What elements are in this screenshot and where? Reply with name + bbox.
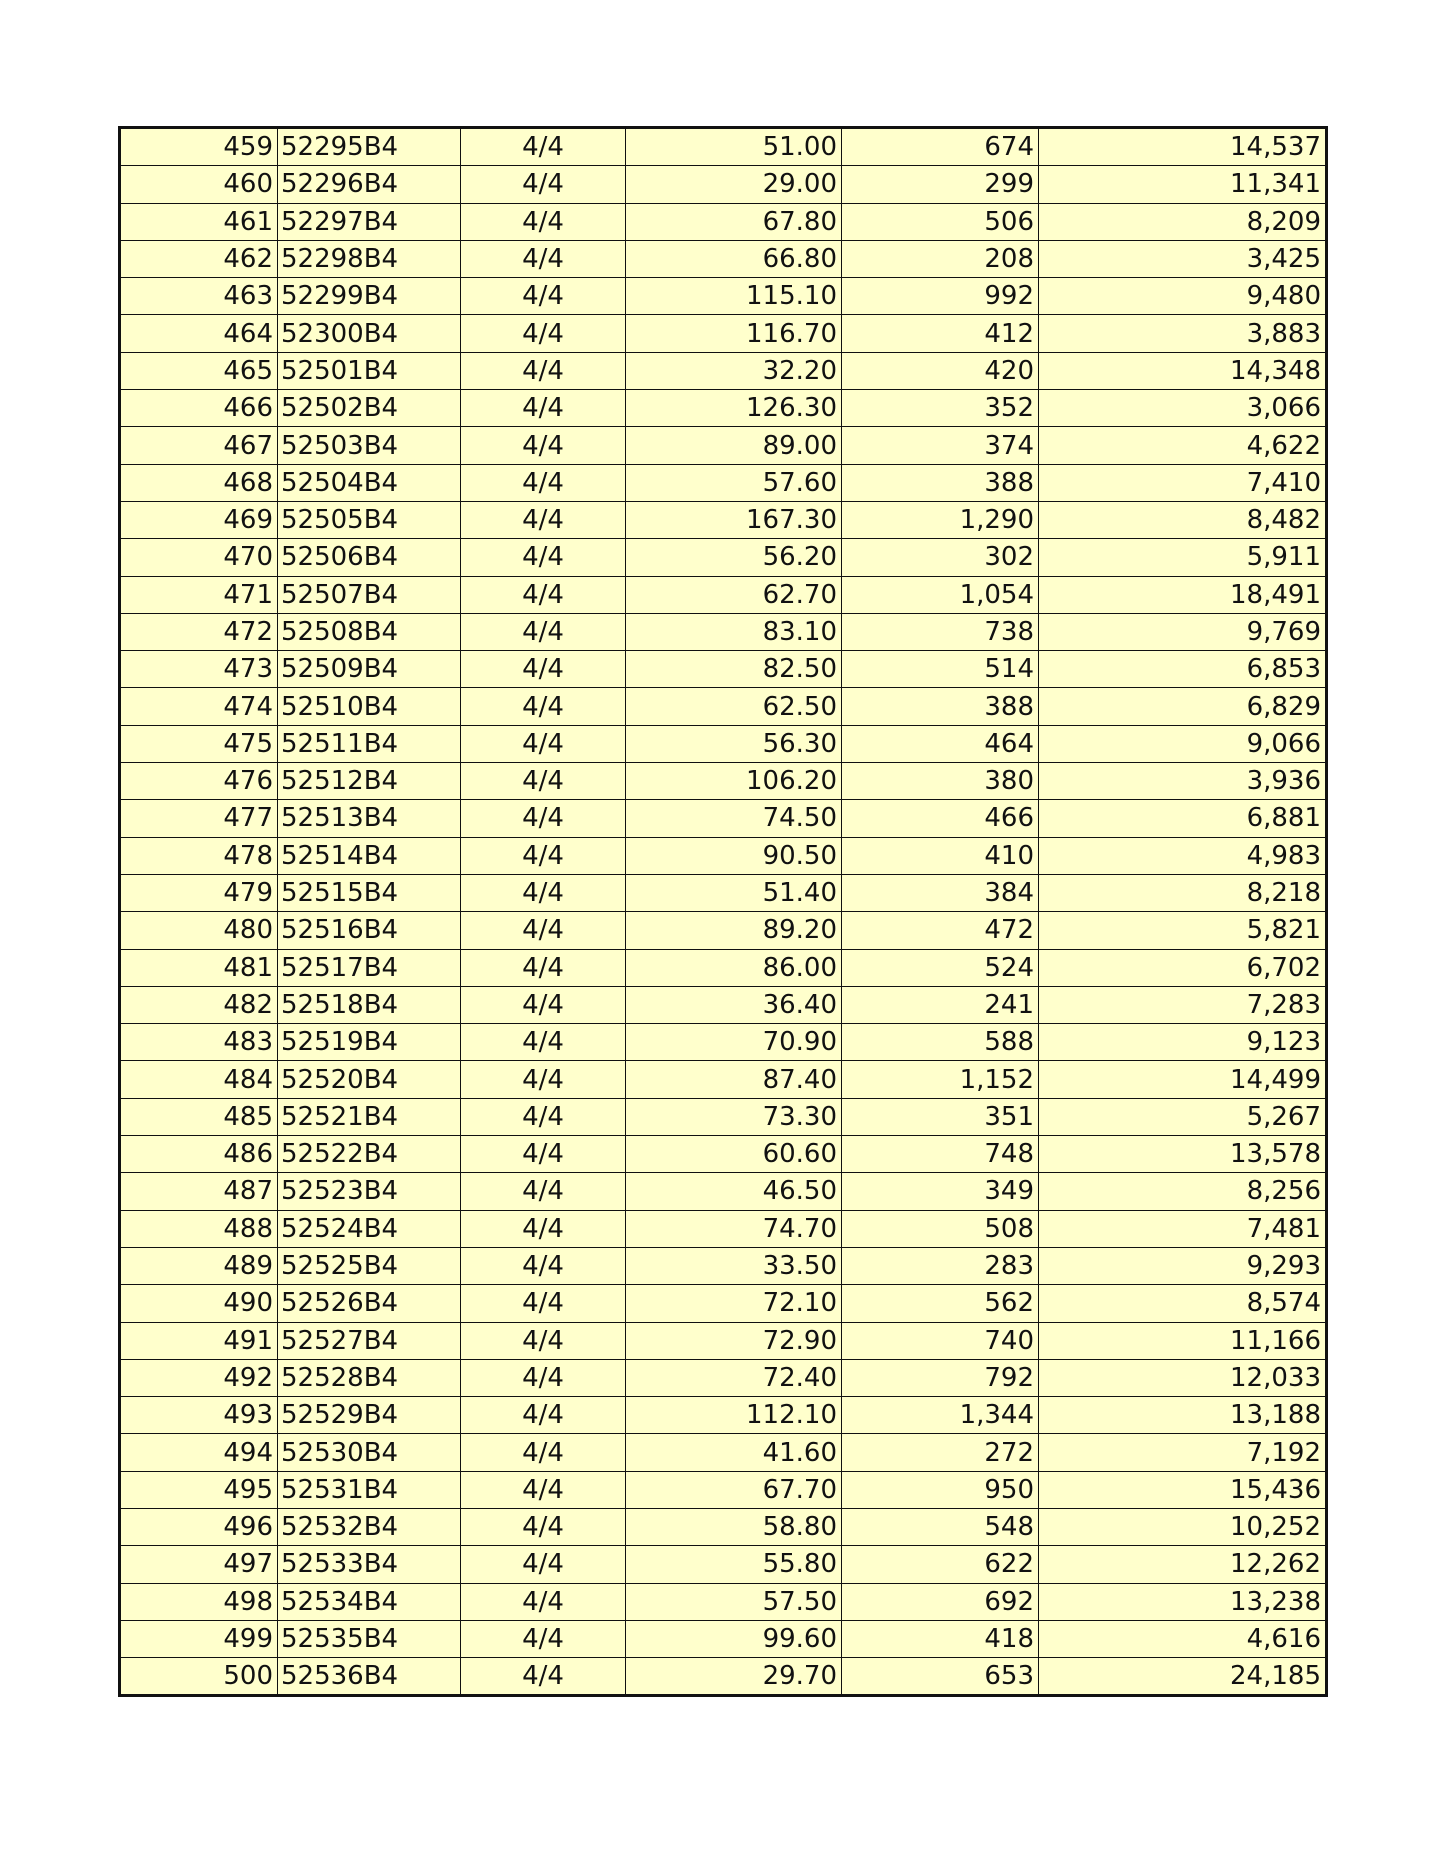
table-row xyxy=(121,1546,1325,1583)
value-cell: 29.70 xyxy=(626,1658,842,1695)
total-cell: 11,166 xyxy=(1039,1322,1326,1359)
ratio-cell: 4/4 xyxy=(461,1359,626,1396)
count-cell: 420 xyxy=(842,352,1039,389)
value-cell: 62.70 xyxy=(626,576,842,613)
item-code-cell: 52532B4 xyxy=(278,1508,461,1545)
row-number-cell: 479 xyxy=(121,874,278,911)
ratio-cell: 4/4 xyxy=(461,1471,626,1508)
count-cell: 588 xyxy=(842,1024,1039,1061)
total-cell: 5,911 xyxy=(1039,539,1326,576)
total-cell: 13,238 xyxy=(1039,1583,1326,1620)
value-cell: 36.40 xyxy=(626,986,842,1023)
table-row xyxy=(121,315,1325,352)
table-row xyxy=(121,1434,1325,1471)
count-cell: 418 xyxy=(842,1620,1039,1657)
value-cell: 115.10 xyxy=(626,278,842,315)
count-cell: 692 xyxy=(842,1583,1039,1620)
row-number-cell: 469 xyxy=(121,501,278,538)
item-code-cell: 52514B4 xyxy=(278,837,461,874)
item-code-cell: 52516B4 xyxy=(278,912,461,949)
item-code-cell: 52515B4 xyxy=(278,874,461,911)
count-cell: 674 xyxy=(842,129,1039,166)
row-number-cell: 481 xyxy=(121,949,278,986)
row-number-cell: 465 xyxy=(121,352,278,389)
total-cell: 9,066 xyxy=(1039,725,1326,762)
value-cell: 89.00 xyxy=(626,427,842,464)
total-cell: 15,436 xyxy=(1039,1471,1326,1508)
ratio-cell: 4/4 xyxy=(461,240,626,277)
table-row xyxy=(121,949,1325,986)
total-cell: 3,425 xyxy=(1039,240,1326,277)
value-cell: 51.40 xyxy=(626,874,842,911)
table-row xyxy=(121,1397,1325,1434)
spreadsheet-table-frame xyxy=(118,126,1328,1697)
row-number-cell: 478 xyxy=(121,837,278,874)
count-cell: 622 xyxy=(842,1546,1039,1583)
value-cell: 116.70 xyxy=(626,315,842,352)
table-row xyxy=(121,688,1325,725)
ratio-cell: 4/4 xyxy=(461,1210,626,1247)
ratio-cell: 4/4 xyxy=(461,1173,626,1210)
table-row xyxy=(121,203,1325,240)
count-cell: 748 xyxy=(842,1136,1039,1173)
count-cell: 466 xyxy=(842,800,1039,837)
value-cell: 67.80 xyxy=(626,203,842,240)
table-row xyxy=(121,539,1325,576)
table-row xyxy=(121,651,1325,688)
table-row xyxy=(121,1620,1325,1657)
item-code-cell: 52295B4 xyxy=(278,129,461,166)
item-code-cell: 52512B4 xyxy=(278,763,461,800)
item-code-cell: 52526B4 xyxy=(278,1285,461,1322)
value-cell: 60.60 xyxy=(626,1136,842,1173)
value-cell: 58.80 xyxy=(626,1508,842,1545)
total-cell: 7,283 xyxy=(1039,986,1326,1023)
count-cell: 950 xyxy=(842,1471,1039,1508)
count-cell: 1,054 xyxy=(842,576,1039,613)
table-row xyxy=(121,129,1325,166)
item-code-cell: 52525B4 xyxy=(278,1247,461,1284)
ratio-cell: 4/4 xyxy=(461,1546,626,1583)
count-cell: 472 xyxy=(842,912,1039,949)
count-cell: 349 xyxy=(842,1173,1039,1210)
total-cell: 8,209 xyxy=(1039,203,1326,240)
ratio-cell: 4/4 xyxy=(461,1098,626,1135)
row-number-cell: 494 xyxy=(121,1434,278,1471)
row-number-cell: 498 xyxy=(121,1583,278,1620)
item-code-cell: 52299B4 xyxy=(278,278,461,315)
count-cell: 508 xyxy=(842,1210,1039,1247)
value-cell: 82.50 xyxy=(626,651,842,688)
value-cell: 106.20 xyxy=(626,763,842,800)
table-body xyxy=(121,129,1325,1694)
ratio-cell: 4/4 xyxy=(461,576,626,613)
total-cell: 9,293 xyxy=(1039,1247,1326,1284)
table-row xyxy=(121,576,1325,613)
total-cell: 18,491 xyxy=(1039,576,1326,613)
row-number-cell: 470 xyxy=(121,539,278,576)
ratio-cell: 4/4 xyxy=(461,203,626,240)
ratio-cell: 4/4 xyxy=(461,763,626,800)
row-number-cell: 500 xyxy=(121,1658,278,1695)
item-code-cell: 52527B4 xyxy=(278,1322,461,1359)
value-cell: 167.30 xyxy=(626,501,842,538)
item-code-cell: 52518B4 xyxy=(278,986,461,1023)
total-cell: 5,267 xyxy=(1039,1098,1326,1135)
ratio-cell: 4/4 xyxy=(461,464,626,501)
ratio-cell: 4/4 xyxy=(461,1322,626,1359)
value-cell: 74.50 xyxy=(626,800,842,837)
value-cell: 55.80 xyxy=(626,1546,842,1583)
row-number-cell: 463 xyxy=(121,278,278,315)
value-cell: 51.00 xyxy=(626,129,842,166)
row-number-cell: 464 xyxy=(121,315,278,352)
row-number-cell: 467 xyxy=(121,427,278,464)
count-cell: 1,344 xyxy=(842,1397,1039,1434)
row-number-cell: 459 xyxy=(121,129,278,166)
value-cell: 72.40 xyxy=(626,1359,842,1396)
item-code-cell: 52510B4 xyxy=(278,688,461,725)
total-cell: 9,123 xyxy=(1039,1024,1326,1061)
row-number-cell: 485 xyxy=(121,1098,278,1135)
row-number-cell: 499 xyxy=(121,1620,278,1657)
value-cell: 70.90 xyxy=(626,1024,842,1061)
ratio-cell: 4/4 xyxy=(461,1397,626,1434)
ratio-cell: 4/4 xyxy=(461,539,626,576)
table-row xyxy=(121,1359,1325,1396)
row-number-cell: 493 xyxy=(121,1397,278,1434)
count-cell: 738 xyxy=(842,613,1039,650)
table-row xyxy=(121,986,1325,1023)
item-code-cell: 52533B4 xyxy=(278,1546,461,1583)
row-number-cell: 475 xyxy=(121,725,278,762)
table-row xyxy=(121,1098,1325,1135)
value-cell: 74.70 xyxy=(626,1210,842,1247)
count-cell: 352 xyxy=(842,390,1039,427)
value-cell: 29.00 xyxy=(626,166,842,203)
value-cell: 72.90 xyxy=(626,1322,842,1359)
ratio-cell: 4/4 xyxy=(461,651,626,688)
value-cell: 66.80 xyxy=(626,240,842,277)
ratio-cell: 4/4 xyxy=(461,427,626,464)
item-code-cell: 52535B4 xyxy=(278,1620,461,1657)
count-cell: 1,290 xyxy=(842,501,1039,538)
row-number-cell: 488 xyxy=(121,1210,278,1247)
item-code-cell: 52511B4 xyxy=(278,725,461,762)
count-cell: 412 xyxy=(842,315,1039,352)
total-cell: 7,192 xyxy=(1039,1434,1326,1471)
table-row xyxy=(121,1583,1325,1620)
count-cell: 302 xyxy=(842,539,1039,576)
value-cell: 32.20 xyxy=(626,352,842,389)
row-number-cell: 497 xyxy=(121,1546,278,1583)
item-code-cell: 52521B4 xyxy=(278,1098,461,1135)
row-number-cell: 460 xyxy=(121,166,278,203)
table-row xyxy=(121,912,1325,949)
item-code-cell: 52506B4 xyxy=(278,539,461,576)
row-number-cell: 466 xyxy=(121,390,278,427)
row-number-cell: 474 xyxy=(121,688,278,725)
ratio-cell: 4/4 xyxy=(461,166,626,203)
item-code-cell: 52529B4 xyxy=(278,1397,461,1434)
item-code-cell: 52519B4 xyxy=(278,1024,461,1061)
row-number-cell: 482 xyxy=(121,986,278,1023)
ratio-cell: 4/4 xyxy=(461,390,626,427)
table-row xyxy=(121,1061,1325,1098)
ratio-cell: 4/4 xyxy=(461,129,626,166)
total-cell: 12,262 xyxy=(1039,1546,1326,1583)
count-cell: 388 xyxy=(842,464,1039,501)
item-code-cell: 52531B4 xyxy=(278,1471,461,1508)
item-code-cell: 52300B4 xyxy=(278,315,461,352)
total-cell: 24,185 xyxy=(1039,1658,1326,1695)
ratio-cell: 4/4 xyxy=(461,1658,626,1695)
row-number-cell: 468 xyxy=(121,464,278,501)
ratio-cell: 4/4 xyxy=(461,1024,626,1061)
total-cell: 6,829 xyxy=(1039,688,1326,725)
count-cell: 992 xyxy=(842,278,1039,315)
value-cell: 73.30 xyxy=(626,1098,842,1135)
row-number-cell: 483 xyxy=(121,1024,278,1061)
ratio-cell: 4/4 xyxy=(461,613,626,650)
value-cell: 62.50 xyxy=(626,688,842,725)
total-cell: 14,499 xyxy=(1039,1061,1326,1098)
item-code-cell: 52523B4 xyxy=(278,1173,461,1210)
total-cell: 11,341 xyxy=(1039,166,1326,203)
count-cell: 283 xyxy=(842,1247,1039,1284)
ratio-cell: 4/4 xyxy=(461,912,626,949)
total-cell: 10,252 xyxy=(1039,1508,1326,1545)
row-number-cell: 476 xyxy=(121,763,278,800)
row-number-cell: 461 xyxy=(121,203,278,240)
table-row xyxy=(121,1210,1325,1247)
ratio-cell: 4/4 xyxy=(461,1434,626,1471)
ratio-cell: 4/4 xyxy=(461,352,626,389)
ratio-cell: 4/4 xyxy=(461,1620,626,1657)
item-code-cell: 52524B4 xyxy=(278,1210,461,1247)
ratio-cell: 4/4 xyxy=(461,986,626,1023)
ratio-cell: 4/4 xyxy=(461,1247,626,1284)
ratio-cell: 4/4 xyxy=(461,688,626,725)
count-cell: 548 xyxy=(842,1508,1039,1545)
total-cell: 3,936 xyxy=(1039,763,1326,800)
table-row xyxy=(121,1471,1325,1508)
ratio-cell: 4/4 xyxy=(461,501,626,538)
value-cell: 126.30 xyxy=(626,390,842,427)
value-cell: 90.50 xyxy=(626,837,842,874)
table-row xyxy=(121,464,1325,501)
item-code-cell: 52508B4 xyxy=(278,613,461,650)
item-code-cell: 52509B4 xyxy=(278,651,461,688)
value-cell: 83.10 xyxy=(626,613,842,650)
data-table xyxy=(121,129,1325,1694)
item-code-cell: 52504B4 xyxy=(278,464,461,501)
total-cell: 4,983 xyxy=(1039,837,1326,874)
item-code-cell: 52503B4 xyxy=(278,427,461,464)
table-row xyxy=(121,800,1325,837)
count-cell: 272 xyxy=(842,1434,1039,1471)
table-row xyxy=(121,1247,1325,1284)
table-row xyxy=(121,278,1325,315)
table-row xyxy=(121,1173,1325,1210)
value-cell: 57.50 xyxy=(626,1583,842,1620)
table-row xyxy=(121,1322,1325,1359)
value-cell: 41.60 xyxy=(626,1434,842,1471)
total-cell: 7,410 xyxy=(1039,464,1326,501)
total-cell: 9,769 xyxy=(1039,613,1326,650)
row-number-cell: 473 xyxy=(121,651,278,688)
ratio-cell: 4/4 xyxy=(461,1508,626,1545)
ratio-cell: 4/4 xyxy=(461,1136,626,1173)
item-code-cell: 52517B4 xyxy=(278,949,461,986)
item-code-cell: 52513B4 xyxy=(278,800,461,837)
total-cell: 8,574 xyxy=(1039,1285,1326,1322)
total-cell: 6,702 xyxy=(1039,949,1326,986)
item-code-cell: 52507B4 xyxy=(278,576,461,613)
table-row xyxy=(121,1658,1325,1695)
table-row xyxy=(121,725,1325,762)
table-row xyxy=(121,166,1325,203)
total-cell: 12,033 xyxy=(1039,1359,1326,1396)
count-cell: 464 xyxy=(842,725,1039,762)
table-row xyxy=(121,240,1325,277)
value-cell: 46.50 xyxy=(626,1173,842,1210)
row-number-cell: 480 xyxy=(121,912,278,949)
row-number-cell: 477 xyxy=(121,800,278,837)
table-row xyxy=(121,1285,1325,1322)
row-number-cell: 471 xyxy=(121,576,278,613)
count-cell: 208 xyxy=(842,240,1039,277)
value-cell: 72.10 xyxy=(626,1285,842,1322)
ratio-cell: 4/4 xyxy=(461,315,626,352)
value-cell: 112.10 xyxy=(626,1397,842,1434)
count-cell: 299 xyxy=(842,166,1039,203)
count-cell: 241 xyxy=(842,986,1039,1023)
row-number-cell: 489 xyxy=(121,1247,278,1284)
value-cell: 56.30 xyxy=(626,725,842,762)
table-row xyxy=(121,1136,1325,1173)
total-cell: 13,578 xyxy=(1039,1136,1326,1173)
item-code-cell: 52522B4 xyxy=(278,1136,461,1173)
table-row xyxy=(121,501,1325,538)
row-number-cell: 487 xyxy=(121,1173,278,1210)
table-row xyxy=(121,613,1325,650)
total-cell: 8,482 xyxy=(1039,501,1326,538)
item-code-cell: 52502B4 xyxy=(278,390,461,427)
count-cell: 380 xyxy=(842,763,1039,800)
count-cell: 562 xyxy=(842,1285,1039,1322)
row-number-cell: 472 xyxy=(121,613,278,650)
row-number-cell: 490 xyxy=(121,1285,278,1322)
value-cell: 33.50 xyxy=(626,1247,842,1284)
total-cell: 6,881 xyxy=(1039,800,1326,837)
item-code-cell: 52520B4 xyxy=(278,1061,461,1098)
table-row xyxy=(121,763,1325,800)
count-cell: 388 xyxy=(842,688,1039,725)
item-code-cell: 52505B4 xyxy=(278,501,461,538)
count-cell: 1,152 xyxy=(842,1061,1039,1098)
row-number-cell: 462 xyxy=(121,240,278,277)
count-cell: 410 xyxy=(842,837,1039,874)
row-number-cell: 491 xyxy=(121,1322,278,1359)
total-cell: 7,481 xyxy=(1039,1210,1326,1247)
value-cell: 86.00 xyxy=(626,949,842,986)
total-cell: 9,480 xyxy=(1039,278,1326,315)
ratio-cell: 4/4 xyxy=(461,949,626,986)
row-number-cell: 484 xyxy=(121,1061,278,1098)
total-cell: 4,616 xyxy=(1039,1620,1326,1657)
value-cell: 57.60 xyxy=(626,464,842,501)
row-number-cell: 495 xyxy=(121,1471,278,1508)
total-cell: 14,537 xyxy=(1039,129,1326,166)
table-row xyxy=(121,1024,1325,1061)
table-row xyxy=(121,1508,1325,1545)
item-code-cell: 52298B4 xyxy=(278,240,461,277)
total-cell: 3,066 xyxy=(1039,390,1326,427)
ratio-cell: 4/4 xyxy=(461,874,626,911)
total-cell: 6,853 xyxy=(1039,651,1326,688)
total-cell: 8,256 xyxy=(1039,1173,1326,1210)
ratio-cell: 4/4 xyxy=(461,837,626,874)
count-cell: 384 xyxy=(842,874,1039,911)
count-cell: 374 xyxy=(842,427,1039,464)
row-number-cell: 492 xyxy=(121,1359,278,1396)
count-cell: 514 xyxy=(842,651,1039,688)
count-cell: 792 xyxy=(842,1359,1039,1396)
table-row xyxy=(121,390,1325,427)
table-row xyxy=(121,352,1325,389)
item-code-cell: 52297B4 xyxy=(278,203,461,240)
item-code-cell: 52501B4 xyxy=(278,352,461,389)
total-cell: 3,883 xyxy=(1039,315,1326,352)
row-number-cell: 486 xyxy=(121,1136,278,1173)
item-code-cell: 52530B4 xyxy=(278,1434,461,1471)
item-code-cell: 52534B4 xyxy=(278,1583,461,1620)
total-cell: 5,821 xyxy=(1039,912,1326,949)
count-cell: 524 xyxy=(842,949,1039,986)
ratio-cell: 4/4 xyxy=(461,278,626,315)
count-cell: 506 xyxy=(842,203,1039,240)
value-cell: 87.40 xyxy=(626,1061,842,1098)
item-code-cell: 52528B4 xyxy=(278,1359,461,1396)
count-cell: 653 xyxy=(842,1658,1039,1695)
ratio-cell: 4/4 xyxy=(461,800,626,837)
ratio-cell: 4/4 xyxy=(461,1583,626,1620)
ratio-cell: 4/4 xyxy=(461,725,626,762)
count-cell: 740 xyxy=(842,1322,1039,1359)
table-row xyxy=(121,874,1325,911)
ratio-cell: 4/4 xyxy=(461,1061,626,1098)
value-cell: 67.70 xyxy=(626,1471,842,1508)
total-cell: 14,348 xyxy=(1039,352,1326,389)
value-cell: 56.20 xyxy=(626,539,842,576)
total-cell: 8,218 xyxy=(1039,874,1326,911)
value-cell: 89.20 xyxy=(626,912,842,949)
table-row xyxy=(121,837,1325,874)
item-code-cell: 52296B4 xyxy=(278,166,461,203)
total-cell: 13,188 xyxy=(1039,1397,1326,1434)
count-cell: 351 xyxy=(842,1098,1039,1135)
total-cell: 4,622 xyxy=(1039,427,1326,464)
row-number-cell: 496 xyxy=(121,1508,278,1545)
ratio-cell: 4/4 xyxy=(461,1285,626,1322)
item-code-cell: 52536B4 xyxy=(278,1658,461,1695)
table-row xyxy=(121,427,1325,464)
value-cell: 99.60 xyxy=(626,1620,842,1657)
